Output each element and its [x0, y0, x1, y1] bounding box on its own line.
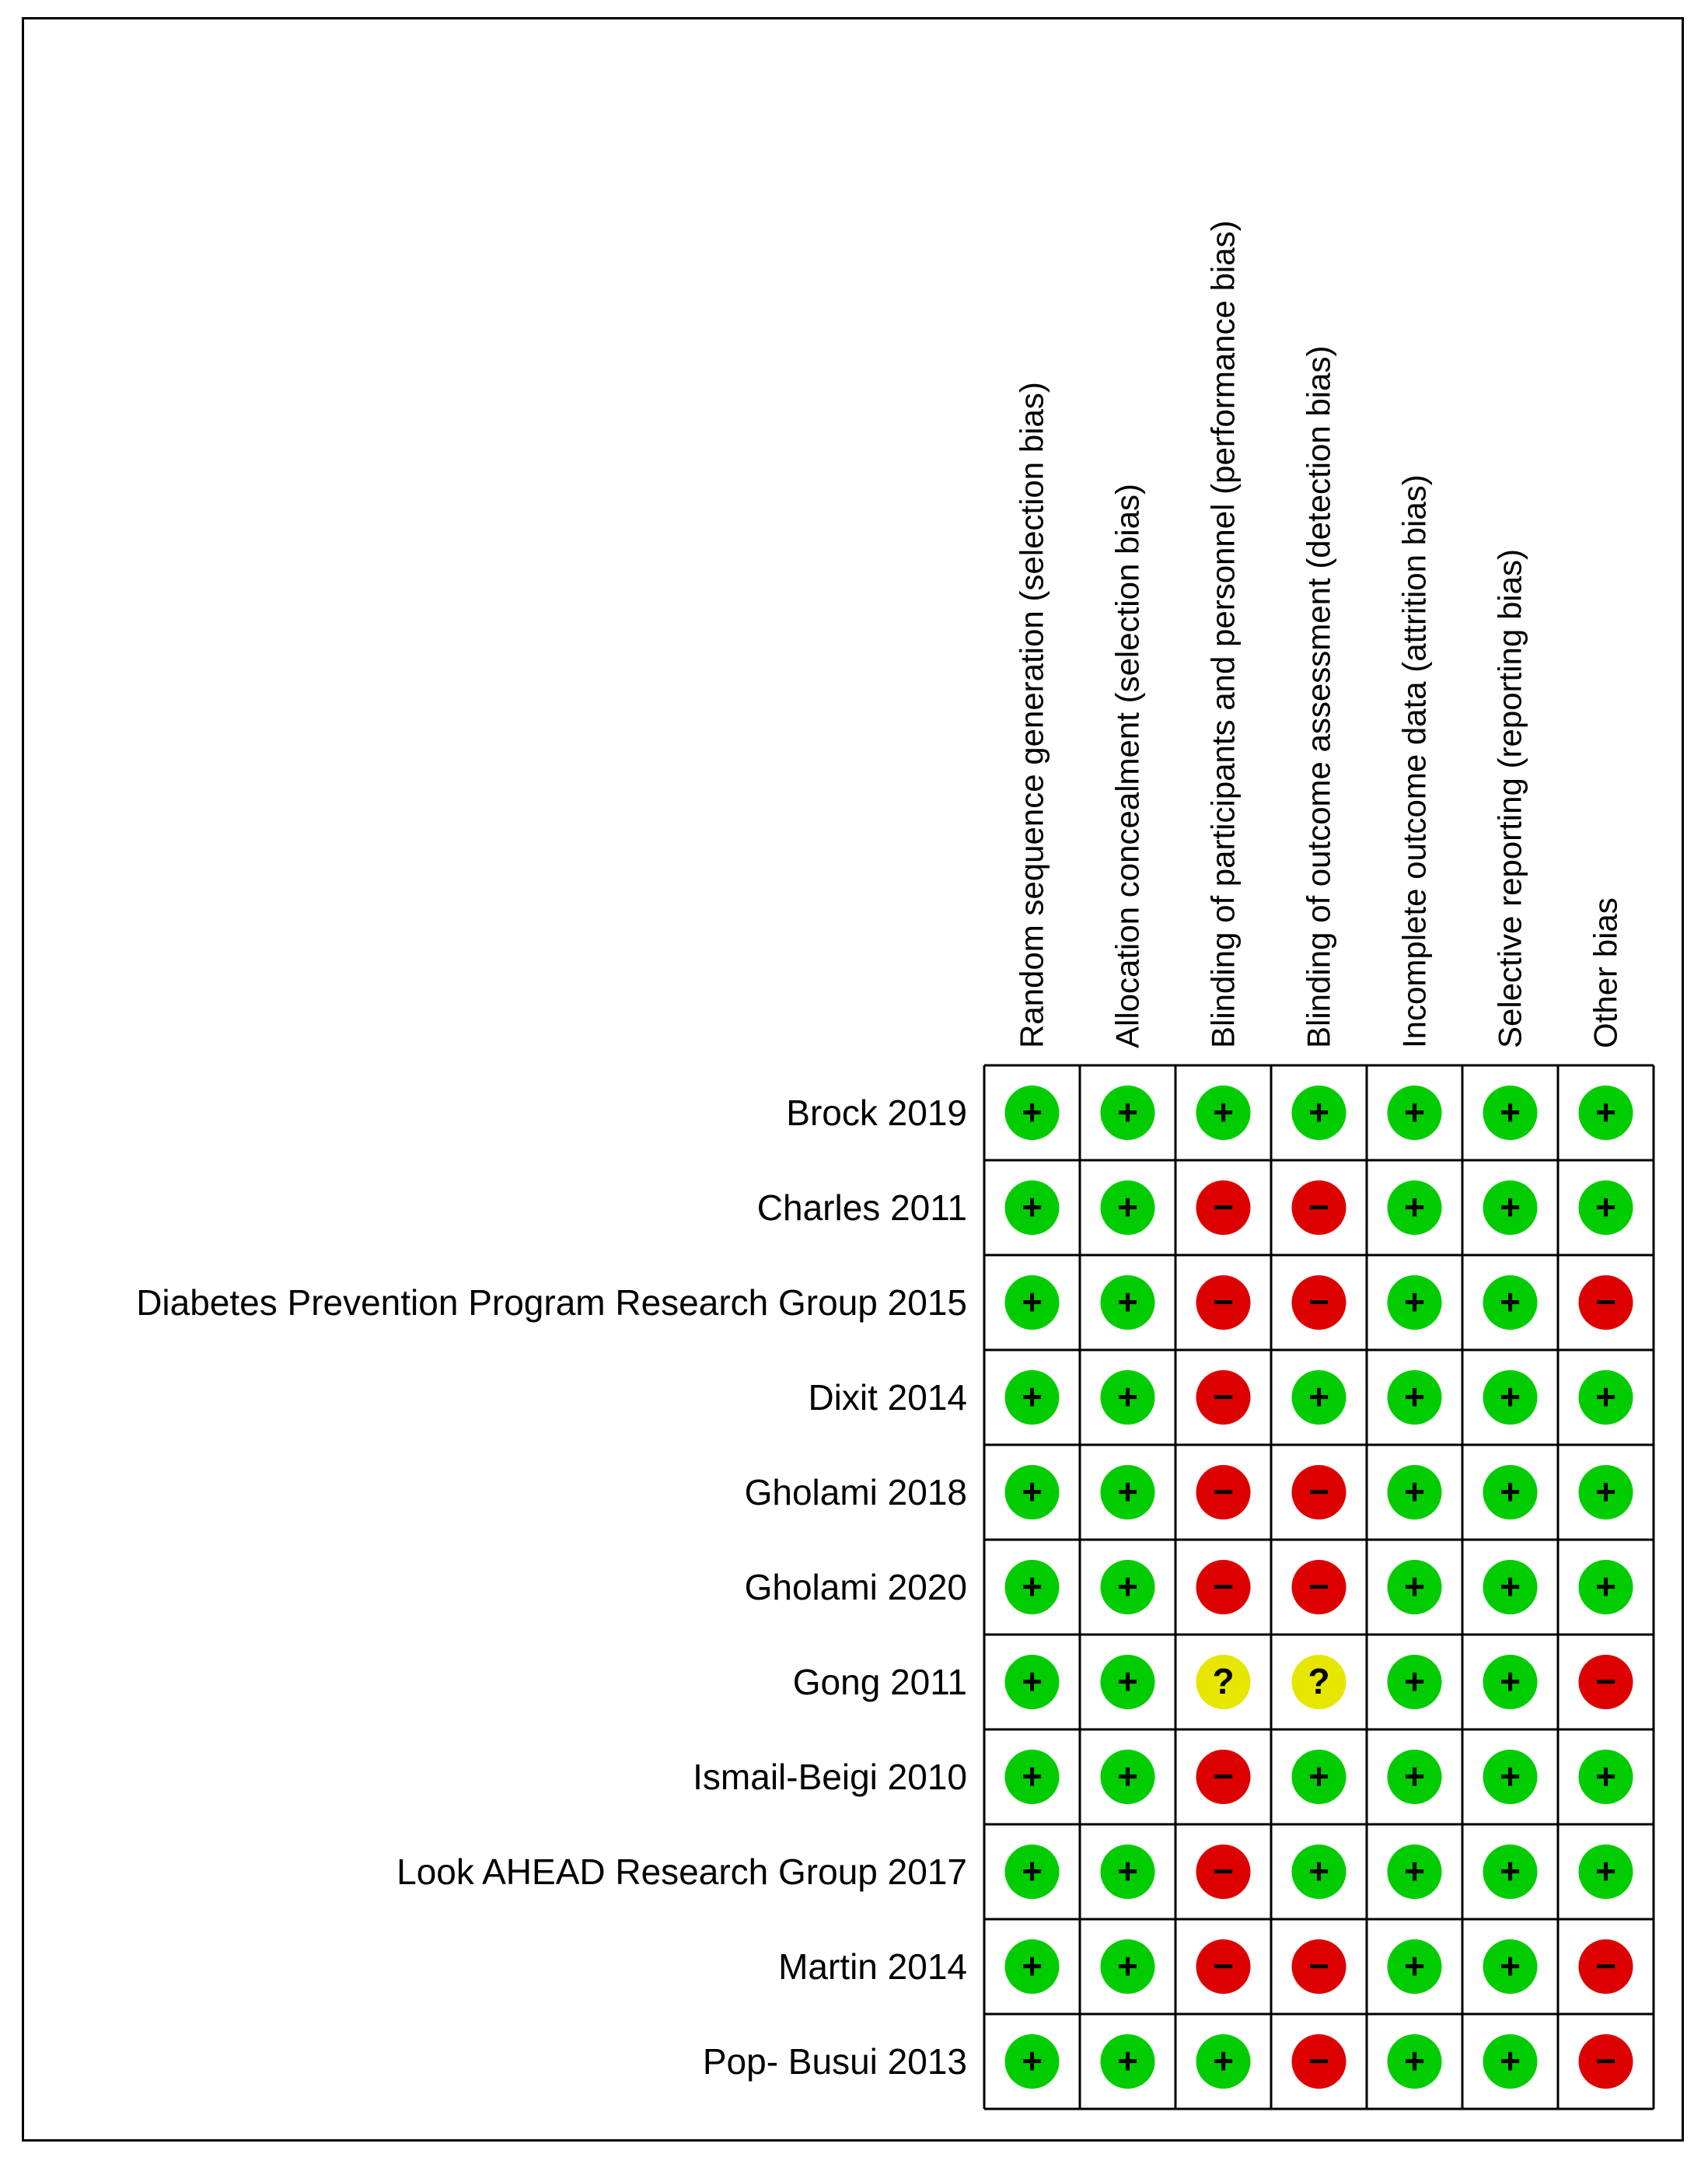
rating-symbol: +: [1500, 1187, 1521, 1227]
rating-symbol: +: [1022, 1471, 1043, 1512]
rating-symbol: +: [1500, 1092, 1521, 1132]
rating-symbol: +: [1404, 1376, 1425, 1417]
rating-low-mark: [1483, 1750, 1538, 1804]
rating-low-mark: [1483, 1560, 1538, 1614]
rating-symbol: +: [1308, 1756, 1329, 1796]
rating-symbol: +: [1022, 1946, 1043, 1986]
rating-symbol: −: [1308, 2040, 1329, 2081]
rating-symbol: +: [1404, 1187, 1425, 1227]
domain-label: Incomplete outcome data (attrition bias): [1395, 474, 1433, 1048]
rating-symbol: +: [1404, 1092, 1425, 1132]
rating-high-mark: [1292, 1465, 1346, 1519]
rating-high-mark: [1196, 1275, 1251, 1330]
rating-low-mark: [1388, 1465, 1442, 1519]
rating-low-mark: [1483, 1275, 1538, 1330]
rating-low-mark: [1483, 1655, 1538, 1709]
rating-high-mark: [1196, 1939, 1251, 1994]
rating-low-mark: [1579, 1370, 1633, 1425]
study-label: Look AHEAD Research Group 2017: [396, 1852, 967, 1892]
rating-symbol: +: [1022, 1376, 1043, 1417]
domain-label: Blinding of outcome assessment (detection bias): [1300, 345, 1337, 1048]
rating-symbol: −: [1308, 1471, 1329, 1512]
study-label: Martin 2014: [778, 1946, 967, 1987]
rating-low-mark: [1388, 1370, 1442, 1425]
rating-low-mark: [1101, 2034, 1155, 2089]
rating-symbol: −: [1213, 1376, 1234, 1417]
rating-low-mark: [1101, 1086, 1155, 1140]
rating-low-mark: [1483, 1180, 1538, 1235]
rating-symbol: +: [1500, 1946, 1521, 1986]
rating-symbol: +: [1595, 1092, 1616, 1132]
rating-low-mark: [1388, 1845, 1442, 1899]
rating-symbol: +: [1500, 2040, 1521, 2081]
rating-symbol: +: [1404, 1946, 1425, 1986]
rating-high-mark: [1196, 1465, 1251, 1519]
rating-symbol: +: [1595, 1187, 1616, 1227]
rating-low-mark: [1483, 1465, 1538, 1519]
rating-low-mark: [1388, 1750, 1442, 1804]
rating-symbol: +: [1117, 1851, 1138, 1891]
rating-high-mark: [1292, 1939, 1346, 1994]
rating-symbol: −: [1308, 1187, 1329, 1227]
rating-symbol: +: [1595, 1471, 1616, 1512]
rating-low-mark: [1101, 1465, 1155, 1519]
rating-symbol: −: [1213, 1566, 1234, 1607]
rating-symbol: +: [1117, 1092, 1138, 1132]
rating-symbol: +: [1500, 1471, 1521, 1512]
rating-symbol: −: [1213, 1946, 1234, 1986]
rating-low-mark: [1005, 1086, 1060, 1140]
rating-symbol: +: [1117, 1946, 1138, 1986]
rating-low-mark: [1101, 1180, 1155, 1235]
rating-low-mark: [1388, 1180, 1442, 1235]
rating-high-mark: [1292, 1180, 1346, 1235]
rating-high-mark: [1579, 2034, 1633, 2089]
rating-high-mark: [1196, 1370, 1251, 1425]
rating-high-mark: [1292, 1275, 1346, 1330]
rating-symbol: +: [1595, 1566, 1616, 1607]
rating-low-mark: [1101, 1275, 1155, 1330]
rating-symbol: +: [1404, 1471, 1425, 1512]
rating-symbol: +: [1022, 1187, 1043, 1227]
rating-symbol: +: [1404, 1756, 1425, 1796]
study-label: Pop- Busui 2013: [702, 2041, 967, 2082]
rating-low-mark: [1005, 2034, 1060, 2089]
rating-symbol: +: [1500, 1851, 1521, 1891]
study-label: Gholami 2018: [744, 1472, 967, 1512]
rating-symbol: ?: [1308, 1661, 1330, 1701]
rating-low-mark: [1005, 1560, 1060, 1614]
rating-symbol: +: [1117, 1661, 1138, 1701]
rating-symbol: −: [1308, 1282, 1329, 1322]
rating-high-mark: [1579, 1939, 1633, 1994]
rating-low-mark: [1005, 1465, 1060, 1519]
rating-low-mark: [1101, 1560, 1155, 1614]
rating-high-mark: [1196, 1750, 1251, 1804]
rating-low-mark: [1005, 1180, 1060, 1235]
rating-low-mark: [1483, 2034, 1538, 2089]
rating-symbol: −: [1308, 1946, 1329, 1986]
rating-unclear-mark: [1196, 1655, 1251, 1709]
rating-low-mark: [1483, 1939, 1538, 1994]
rating-symbol: −: [1213, 1471, 1234, 1512]
rating-low-mark: [1579, 1465, 1633, 1519]
rating-symbol: −: [1213, 1851, 1234, 1891]
rating-symbol: +: [1022, 1851, 1043, 1891]
rating-symbol: +: [1500, 1756, 1521, 1796]
rating-high-mark: [1196, 1180, 1251, 1235]
rating-symbol: −: [1213, 1282, 1234, 1322]
rating-symbol: +: [1308, 1376, 1329, 1417]
rating-low-mark: [1196, 2034, 1251, 2089]
rating-symbol: +: [1022, 1282, 1043, 1322]
rating-symbol: +: [1213, 1092, 1234, 1132]
rating-symbol: +: [1022, 1092, 1043, 1132]
rating-low-mark: [1101, 1939, 1155, 1994]
rating-low-mark: [1101, 1655, 1155, 1709]
rating-symbol: +: [1117, 1471, 1138, 1512]
rating-symbol: +: [1022, 1661, 1043, 1701]
rating-symbol: −: [1213, 1756, 1234, 1796]
rating-symbol: +: [1404, 2040, 1425, 2081]
rating-symbol: +: [1022, 1756, 1043, 1796]
rating-symbol: +: [1595, 1756, 1616, 1796]
rating-low-mark: [1579, 1180, 1633, 1235]
study-label: Gholami 2020: [744, 1567, 967, 1607]
rating-symbol: −: [1595, 1661, 1616, 1701]
rating-symbol: +: [1404, 1566, 1425, 1607]
rating-symbol: +: [1308, 1092, 1329, 1132]
rating-low-mark: [1388, 1560, 1442, 1614]
rating-low-mark: [1005, 1275, 1060, 1330]
rating-symbol: +: [1500, 1661, 1521, 1701]
study-label: Diabetes Prevention Program Research Group 2015: [136, 1282, 967, 1323]
rating-low-mark: [1388, 1275, 1442, 1330]
domain-label: Allocation concealment (selection bias): [1109, 483, 1146, 1048]
rating-symbol: +: [1308, 1851, 1329, 1891]
rating-symbol: +: [1595, 1376, 1616, 1417]
rating-symbol: +: [1022, 2040, 1043, 2081]
rating-low-mark: [1005, 1939, 1060, 1994]
study-label: Charles 2011: [756, 1187, 967, 1228]
rating-symbol: +: [1500, 1282, 1521, 1322]
rating-low-mark: [1005, 1655, 1060, 1709]
rating-high-mark: [1292, 2034, 1346, 2089]
rating-low-mark: [1388, 1086, 1442, 1140]
rating-symbol: −: [1595, 1946, 1616, 1986]
rating-symbol: +: [1404, 1661, 1425, 1701]
rating-symbol: −: [1595, 2040, 1616, 2081]
rating-low-mark: [1292, 1845, 1346, 1899]
rating-low-mark: [1101, 1845, 1155, 1899]
domain-label: Blinding of participants and personnel (performance bias): [1204, 220, 1242, 1048]
rating-symbol: +: [1404, 1851, 1425, 1891]
rating-symbol: −: [1595, 1282, 1616, 1322]
rating-symbol: +: [1117, 1187, 1138, 1227]
rating-low-mark: [1483, 1845, 1538, 1899]
rating-symbol: +: [1117, 1282, 1138, 1322]
study-label: Ismail-Beigi 2010: [693, 1757, 967, 1797]
rating-symbol: +: [1117, 1566, 1138, 1607]
rating-symbol: +: [1117, 1376, 1138, 1417]
rating-symbol: +: [1500, 1376, 1521, 1417]
rating-symbol: +: [1595, 1851, 1616, 1891]
study-label: Brock 2019: [786, 1093, 967, 1133]
study-label: Gong 2011: [792, 1662, 967, 1702]
rating-low-mark: [1579, 1086, 1633, 1140]
rating-low-mark: [1579, 1845, 1633, 1899]
rating-symbol: +: [1404, 1282, 1425, 1322]
domain-label: Random sequence generation (selection bias): [1013, 382, 1050, 1048]
rating-low-mark: [1579, 1560, 1633, 1614]
study-label: Dixit 2014: [808, 1377, 967, 1418]
rating-symbol: +: [1117, 2040, 1138, 2081]
rating-low-mark: [1005, 1750, 1060, 1804]
rating-low-mark: [1101, 1370, 1155, 1425]
rating-low-mark: [1101, 1750, 1155, 1804]
rating-low-mark: [1483, 1086, 1538, 1140]
rating-high-mark: [1196, 1560, 1251, 1614]
rating-high-mark: [1579, 1275, 1633, 1330]
rating-low-mark: [1579, 1750, 1633, 1804]
rating-low-mark: [1292, 1750, 1346, 1804]
rating-low-mark: [1292, 1370, 1346, 1425]
rating-high-mark: [1196, 1845, 1251, 1899]
domain-label: Selective reporting (reporting bias): [1491, 549, 1528, 1048]
domain-label: Other bias: [1587, 897, 1624, 1048]
rating-symbol: +: [1213, 2040, 1234, 2081]
rating-low-mark: [1196, 1086, 1251, 1140]
rating-unclear-mark: [1292, 1655, 1346, 1709]
rating-low-mark: [1005, 1845, 1060, 1899]
rating-low-mark: [1483, 1370, 1538, 1425]
rating-low-mark: [1388, 2034, 1442, 2089]
rating-high-mark: [1292, 1560, 1346, 1614]
rating-symbol: +: [1117, 1756, 1138, 1796]
rating-symbol: +: [1500, 1566, 1521, 1607]
rating-symbol: +: [1022, 1566, 1043, 1607]
rating-high-mark: [1579, 1655, 1633, 1709]
rating-low-mark: [1388, 1655, 1442, 1709]
rating-symbol: ?: [1212, 1661, 1235, 1701]
rating-symbol: −: [1213, 1187, 1234, 1227]
rating-low-mark: [1292, 1086, 1346, 1140]
rating-low-mark: [1388, 1939, 1442, 1994]
rating-low-mark: [1005, 1370, 1060, 1425]
rating-symbol: −: [1308, 1566, 1329, 1607]
